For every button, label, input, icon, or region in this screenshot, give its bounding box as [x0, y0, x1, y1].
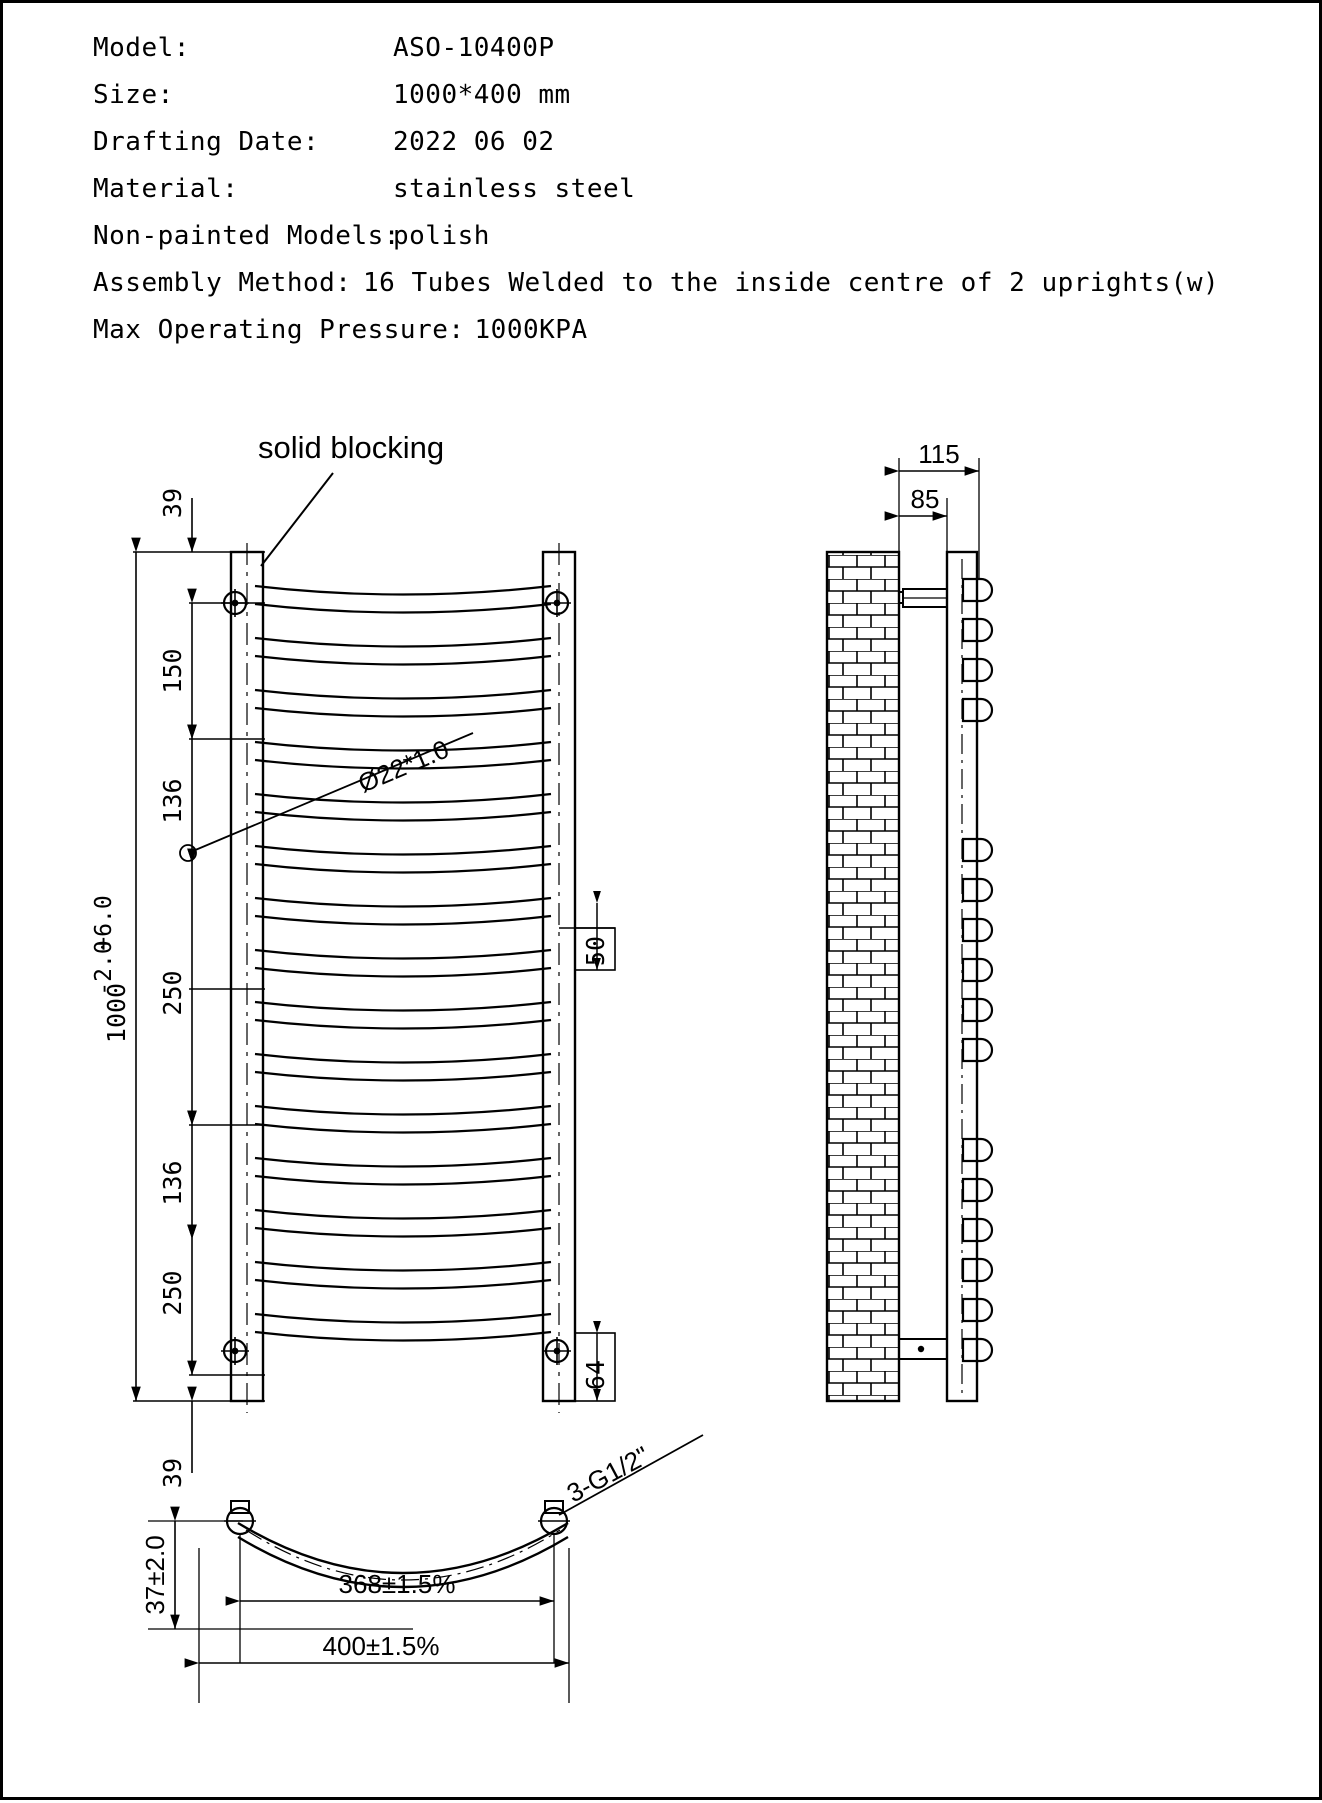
- dim-overall-height: [91, 552, 136, 1401]
- side-view: [827, 439, 992, 1401]
- tube-spec-label: Ø22*1.0: [353, 733, 454, 799]
- spec-label-model: Model:: [93, 33, 190, 63]
- dim-top-margin: 39: [158, 487, 187, 519]
- side-bracket-top: [899, 589, 947, 607]
- dim-top-widths: [199, 1533, 569, 1703]
- solid-blocking-leader: [261, 473, 333, 566]
- front-rails: [255, 586, 551, 1341]
- wall-section: [827, 552, 899, 1401]
- dim-side-depths: [899, 439, 979, 579]
- dim-segments: [158, 488, 192, 1488]
- dim-curve-depth-value: 37±2.0: [140, 1535, 170, 1615]
- top-view: [140, 1435, 703, 1703]
- spec-label-drafting-date: Drafting Date:: [93, 127, 320, 157]
- dim-inner-width: 368±1.5%: [338, 1569, 456, 1599]
- side-bracket-bottom: [899, 1339, 947, 1359]
- dim-bracket-offset-value: 50: [581, 935, 610, 967]
- spec-label-assembly-method: Assembly Method:: [93, 268, 352, 298]
- spec-value-material: stainless steel: [393, 174, 636, 204]
- spec-label-size: Size:: [93, 80, 174, 110]
- front-view: [91, 430, 615, 1488]
- dim-depth-bracket: 85: [910, 484, 940, 514]
- dim-bracket-bottom-value: 64: [581, 1359, 610, 1391]
- spec-value-assembly-method: 16 Tubes Welded to the inside centre of 2 uprights(w): [363, 268, 1220, 298]
- technical-drawing: [3, 3, 1322, 1803]
- spec-value-size: 1000*400 mm: [393, 80, 571, 110]
- dim-bottom-margin: 39: [158, 1457, 187, 1489]
- dim-seg-250-top: 250: [158, 970, 187, 1016]
- thread-spec-label: 3-G1/2": [561, 1440, 655, 1509]
- solid-blocking-label: solid blocking: [258, 430, 445, 465]
- dim-seg-136-bottom: 136: [158, 1160, 187, 1206]
- dim-outer-width: 400±1.5%: [322, 1631, 440, 1661]
- dim-bracket-bottom: [575, 1333, 615, 1401]
- spec-value-non-painted-models: polish: [393, 221, 490, 251]
- spec-label-material: Material:: [93, 174, 239, 204]
- dim-overall-height-value: 1000: [102, 982, 131, 1044]
- front-ext-lines: [133, 552, 265, 1401]
- spec-value-max-pressure: 1000KPA: [474, 315, 588, 345]
- dim-seg-150: 150: [158, 648, 187, 694]
- dim-bracket-offset: [559, 903, 615, 970]
- spec-value-drafting-date: 2022 06 02: [393, 127, 555, 157]
- dim-seg-136-top: 136: [158, 778, 187, 824]
- spec-value-model: ASO-10400P: [393, 33, 555, 63]
- dim-tol-plus: +6.0: [91, 895, 117, 951]
- top-view-connectors: [224, 1501, 570, 1534]
- dim-depth-total: 115: [918, 439, 960, 469]
- spec-label-max-pressure: Max Operating Pressure:: [93, 315, 465, 345]
- spec-label-non-painted-models: Non-painted Models:: [93, 221, 400, 251]
- dim-seg-250-bottom: 250: [158, 1270, 187, 1316]
- dim-tol-minus: -2.0: [91, 940, 117, 996]
